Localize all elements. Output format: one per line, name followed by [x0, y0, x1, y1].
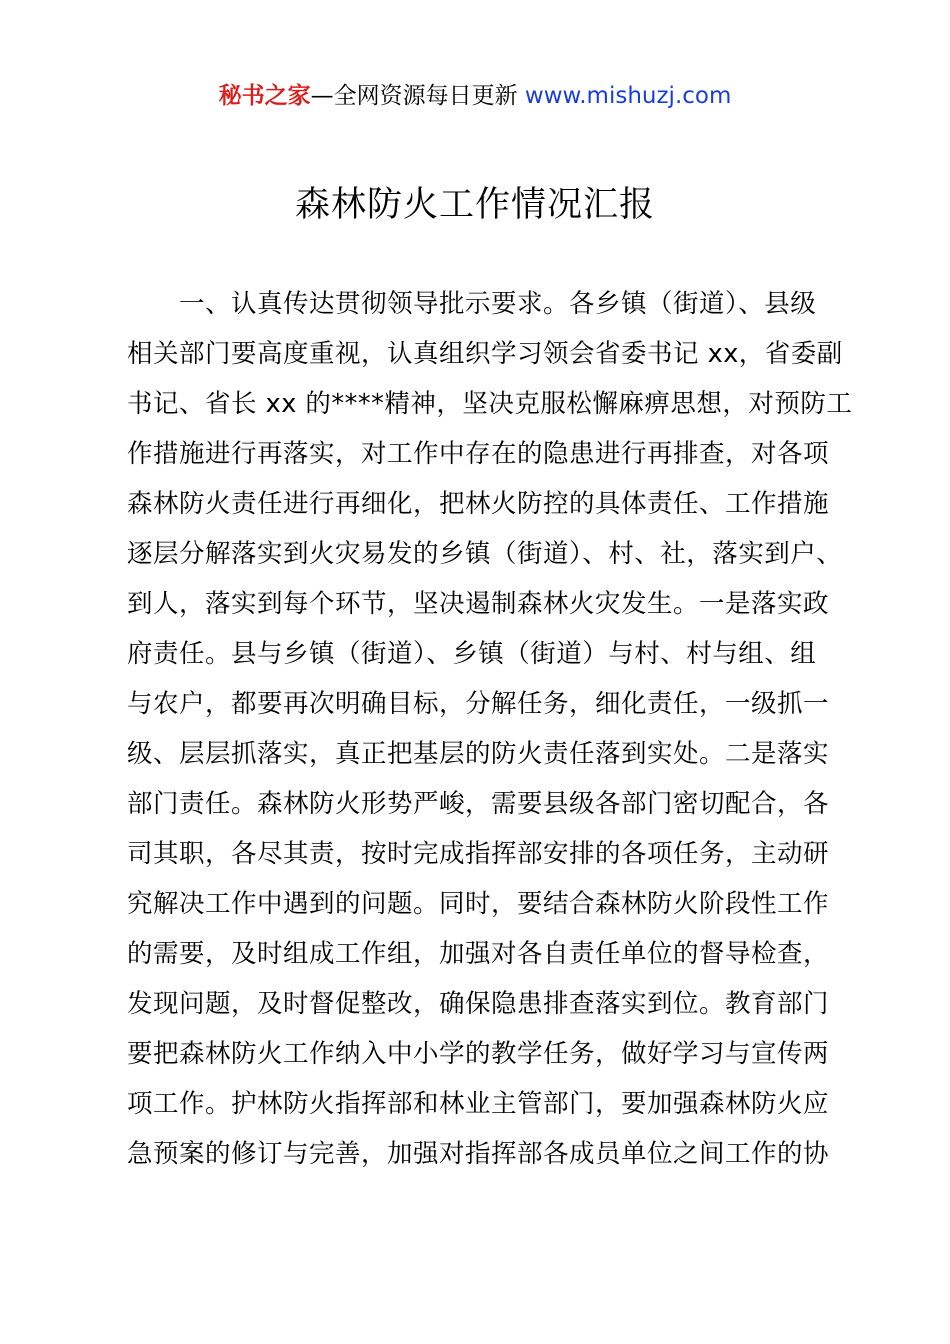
body-line: 书记、省长 xx 的****精神，坚决克服松懈麻痹思想，对预防工: [127, 389, 853, 419]
brand-name: 秘书之家: [218, 83, 311, 109]
body-line: 发现问题，及时督促整改，确保隐患排查落实到位。教育部门: [127, 989, 830, 1019]
site-header: [0, 80, 950, 112]
body-line: 急预案的修订与完善，加强对指挥部各成员单位之间工作的协: [127, 1139, 830, 1169]
body-line: 逐层分解落实到火灾易发的乡镇（街道）、村、社，落实到户、: [127, 539, 843, 569]
document-body: [127, 279, 853, 1179]
body-line: 到人，落实到每个环节，坚决遏制森林火灾发生。一是落实政: [127, 589, 830, 619]
body-line: 作措施进行再落实，对工作中存在的隐患进行再排查，对各项: [127, 439, 830, 469]
body-line: 一、认真传达贯彻领导批示要求。各乡镇（街道）、县级: [127, 289, 817, 319]
body-line: 究解决工作中遇到的问题。同时，要结合森林防火阶段性工作: [127, 889, 830, 919]
body-line: 与农户，都要再次明确目标，分解任务，细化责任，一级抓一: [127, 689, 830, 719]
body-line: 府责任。县与乡镇（街道）、乡镇（街道）与村、村与组、组: [127, 639, 817, 669]
body-line: 项工作。护林防火指挥部和林业主管部门，要加强森林防火应: [127, 1089, 830, 1119]
body-line: 司其职，各尽其责，按时完成指挥部安排的各项任务，主动研: [127, 839, 830, 869]
body-line: 森林防火责任进行再细化，把林火防控的具体责任、工作措施: [127, 489, 830, 519]
body-line: 的需要，及时组成工作组，加强对各自责任单位的督导检查，: [127, 939, 830, 969]
header-tagline: —全网资源每日更新: [310, 83, 525, 109]
site-url-link[interactable]: www.mishuzj.com: [524, 83, 732, 109]
body-line: 级、层层抓落实，真正把基层的防火责任落到实处。二是落实: [127, 739, 830, 769]
body-line: 部门责任。森林防火形势严峻，需要县级各部门密切配合，各: [127, 789, 830, 819]
body-line: 要把森林防火工作纳入中小学的教学任务，做好学习与宣传两: [127, 1039, 830, 1069]
body-line: 相关部门要高度重视，认真组织学习领会省委书记 xx，省委副: [127, 339, 843, 369]
document-title: 森林防火工作情况汇报: [294, 185, 655, 225]
